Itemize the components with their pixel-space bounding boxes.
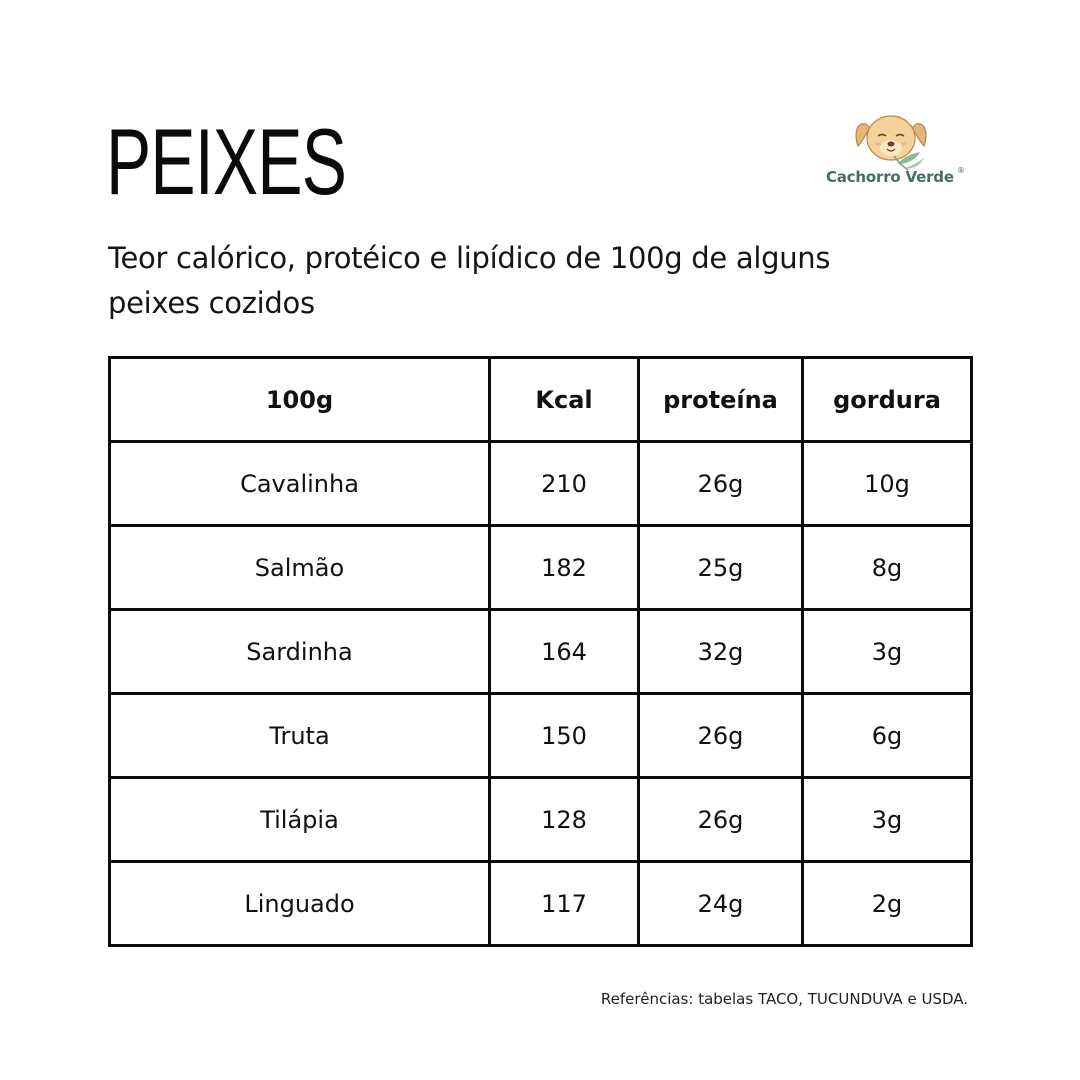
kcal-cell: 210 — [490, 442, 639, 526]
fish-name-cell: Truta — [110, 694, 490, 778]
fish-name-cell: Sardinha — [110, 610, 490, 694]
table-row — [110, 862, 972, 946]
table-row — [110, 610, 972, 694]
brand-logo — [820, 112, 970, 194]
fat-cell: 6g — [803, 694, 972, 778]
table-row — [110, 526, 972, 610]
kcal-cell: 164 — [490, 610, 639, 694]
header-kcal: Kcal — [490, 358, 639, 442]
table-row — [110, 778, 972, 862]
page-title: PEIXES — [106, 109, 347, 214]
fat-cell: 10g — [803, 442, 972, 526]
header-protein: proteína — [639, 358, 803, 442]
protein-cell: 26g — [639, 694, 803, 778]
fat-cell: 3g — [803, 778, 972, 862]
protein-cell: 32g — [639, 610, 803, 694]
protein-cell: 26g — [639, 442, 803, 526]
fat-cell: 3g — [803, 610, 972, 694]
kcal-cell: 128 — [490, 778, 639, 862]
table-header-row — [110, 358, 972, 442]
page-subtitle: Teor calórico, protéico e lipídico de 100g de alguns peixes cozidos — [108, 241, 831, 320]
protein-cell: 25g — [639, 526, 803, 610]
fish-name-cell: Linguado — [110, 862, 490, 946]
header-fat: gordura — [803, 358, 972, 442]
header-portion: 100g — [110, 358, 490, 442]
references-note: Referências: tabelas TACO, TUCUNDUVA e USDA. — [600, 990, 968, 1008]
fish-name-cell: Cavalinha — [110, 442, 490, 526]
registered-mark: ® — [957, 166, 965, 175]
fat-cell: 2g — [803, 862, 972, 946]
kcal-cell: 182 — [490, 526, 639, 610]
kcal-cell: 117 — [490, 862, 639, 946]
kcal-cell: 150 — [490, 694, 639, 778]
table-row — [110, 694, 972, 778]
protein-cell: 26g — [639, 778, 803, 862]
dog-face-icon — [820, 112, 970, 172]
brand-name: Cachorro Verde — [826, 168, 954, 186]
table-row — [110, 442, 972, 526]
nutrition-table — [108, 356, 973, 947]
fish-name-cell: Salmão — [110, 526, 490, 610]
fish-name-cell: Tilápia — [110, 778, 490, 862]
fat-cell: 8g — [803, 526, 972, 610]
protein-cell: 24g — [639, 862, 803, 946]
